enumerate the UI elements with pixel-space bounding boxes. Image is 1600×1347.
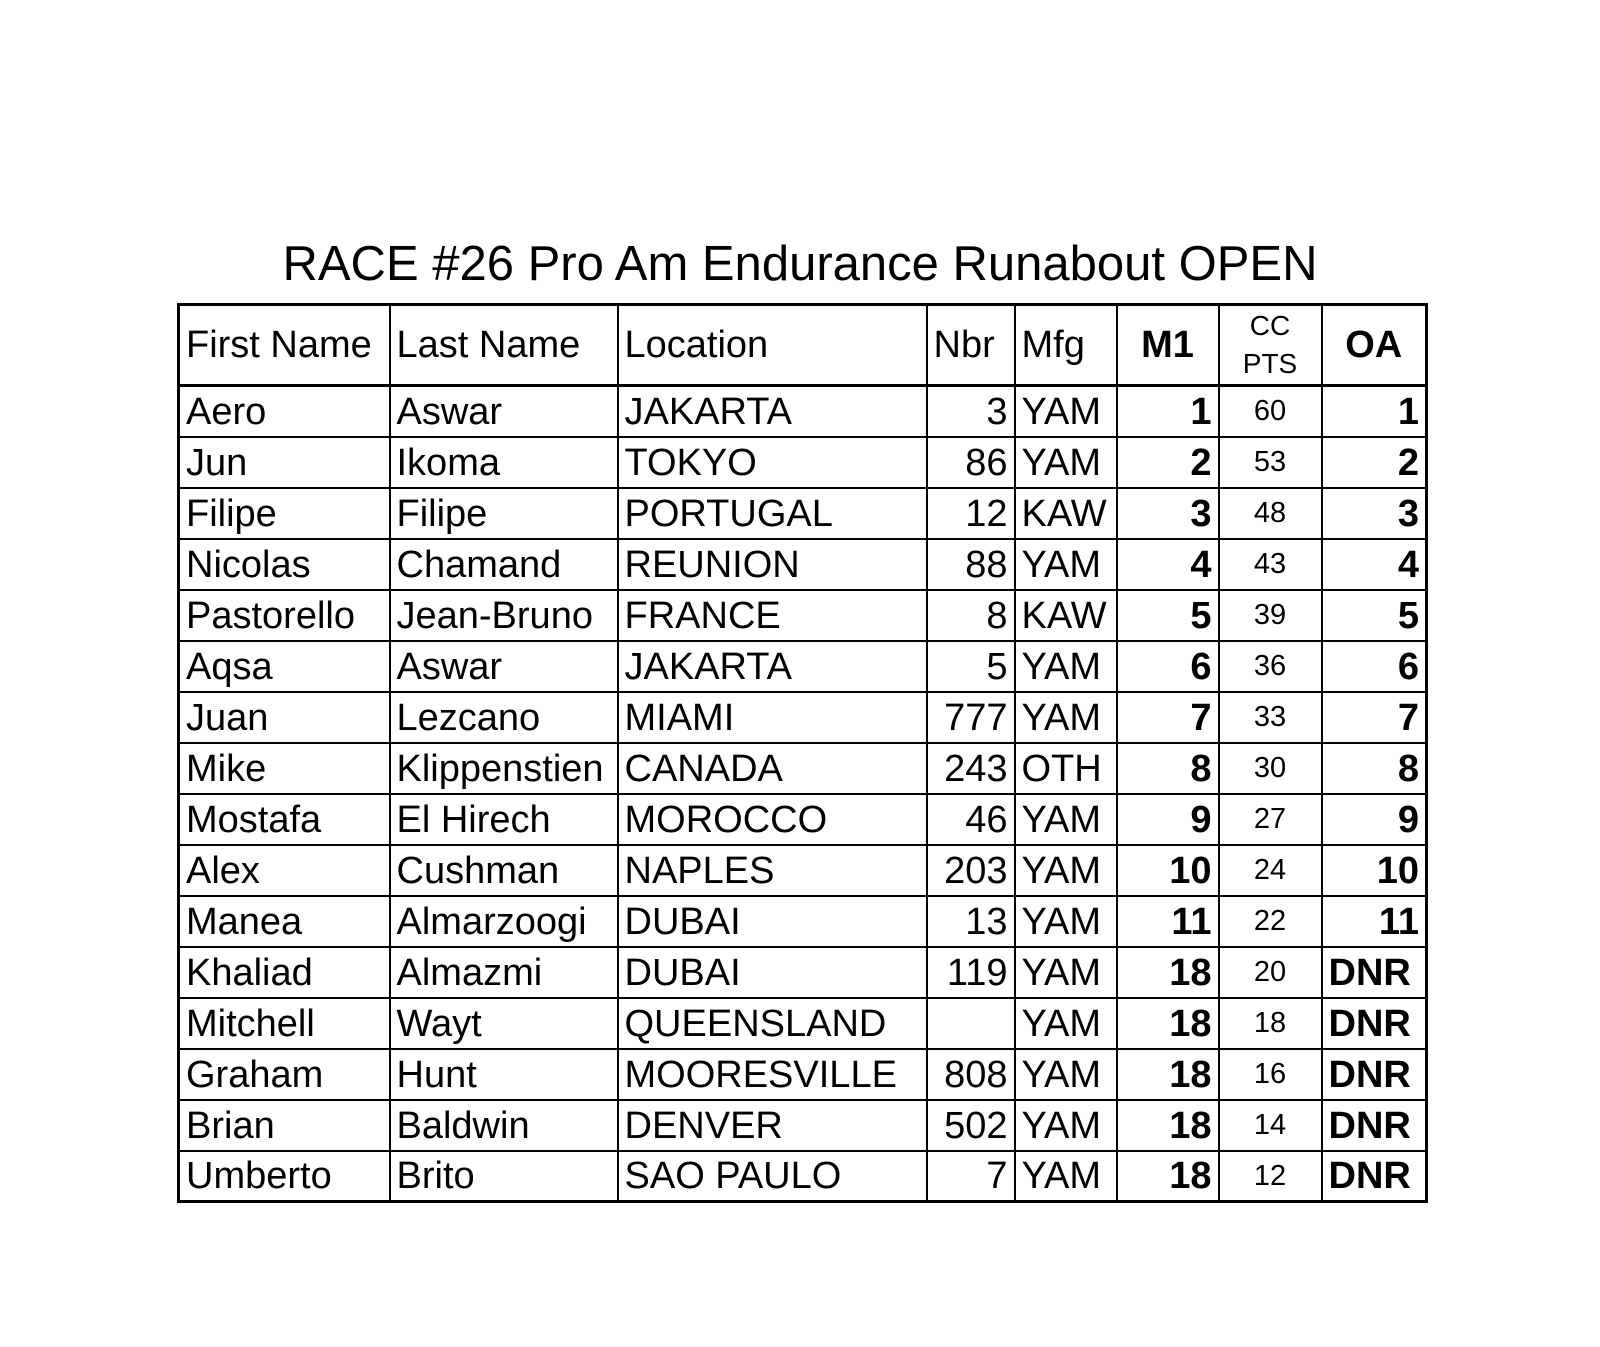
cell-location: CANADA (618, 743, 927, 794)
cell-m1: 8 (1117, 743, 1219, 794)
results-table (177, 303, 1428, 1203)
table-row (179, 794, 1427, 845)
cell-nbr: 12 (927, 488, 1015, 539)
cell-nbr: 13 (927, 896, 1015, 947)
cell-location: DUBAI (618, 947, 927, 998)
table-row (179, 947, 1427, 998)
cell-nbr: 5 (927, 641, 1015, 692)
cell-m1: 6 (1117, 641, 1219, 692)
cell-cc-pts: 22 (1219, 896, 1322, 947)
cell-oa: 6 (1322, 641, 1427, 692)
cell-mfg: YAM (1015, 437, 1117, 488)
cell-oa: 1 (1322, 386, 1427, 437)
cell-oa: 7 (1322, 692, 1427, 743)
cell-m1: 18 (1117, 1049, 1219, 1100)
cell-oa: 5 (1322, 590, 1427, 641)
table-row (179, 590, 1427, 641)
results-body (179, 386, 1427, 1202)
cell-nbr: 8 (927, 590, 1015, 641)
cell-cc-pts: 39 (1219, 590, 1322, 641)
cell-first-name: Nicolas (179, 539, 390, 590)
cell-first-name: Aero (179, 386, 390, 437)
header-cc-pts (1219, 305, 1322, 386)
cell-first-name: Juan (179, 692, 390, 743)
cell-mfg: YAM (1015, 1049, 1117, 1100)
cell-first-name: Umberto (179, 1151, 390, 1202)
cell-m1: 4 (1117, 539, 1219, 590)
cell-cc-pts: 24 (1219, 845, 1322, 896)
cell-last-name: El Hirech (390, 794, 618, 845)
cell-last-name: Cushman (390, 845, 618, 896)
cell-cc-pts: 30 (1219, 743, 1322, 794)
cell-cc-pts: 20 (1219, 947, 1322, 998)
cell-m1: 18 (1117, 947, 1219, 998)
cell-m1: 7 (1117, 692, 1219, 743)
cell-m1: 1 (1117, 386, 1219, 437)
header-mfg: Mfg (1015, 305, 1117, 386)
cell-m1: 9 (1117, 794, 1219, 845)
cell-last-name: Aswar (390, 641, 618, 692)
header-location: Location (618, 305, 927, 386)
cell-location: MOORESVILLE (618, 1049, 927, 1100)
cell-nbr: 86 (927, 437, 1015, 488)
cell-first-name: Aqsa (179, 641, 390, 692)
page-title: RACE #26 Pro Am Endurance Runabout OPEN (282, 237, 1318, 291)
cell-nbr: 502 (927, 1100, 1015, 1151)
cell-m1: 2 (1117, 437, 1219, 488)
cell-oa: DNR (1322, 1100, 1427, 1151)
cell-oa: DNR (1322, 1049, 1427, 1100)
cell-last-name: Almazmi (390, 947, 618, 998)
cell-location: JAKARTA (618, 641, 927, 692)
cell-cc-pts: 36 (1219, 641, 1322, 692)
cell-nbr: 46 (927, 794, 1015, 845)
cell-mfg: OTH (1015, 743, 1117, 794)
cell-last-name: Lezcano (390, 692, 618, 743)
cell-mfg: KAW (1015, 488, 1117, 539)
cell-first-name: Pastorello (179, 590, 390, 641)
cell-nbr: 7 (927, 1151, 1015, 1202)
header-oa: OA (1322, 305, 1427, 386)
cell-first-name: Graham (179, 1049, 390, 1100)
table-row (179, 743, 1427, 794)
cell-oa: 2 (1322, 437, 1427, 488)
cell-cc-pts: 48 (1219, 488, 1322, 539)
cell-last-name: Jean-Bruno (390, 590, 618, 641)
cell-m1: 3 (1117, 488, 1219, 539)
table-row (179, 539, 1427, 590)
header-nbr: Nbr (927, 305, 1015, 386)
table-row (179, 386, 1427, 437)
cell-nbr: 243 (927, 743, 1015, 794)
cell-last-name: Almarzoogi (390, 896, 618, 947)
cell-location: MOROCCO (618, 794, 927, 845)
table-row (179, 896, 1427, 947)
cell-location: DUBAI (618, 896, 927, 947)
cell-cc-pts: 18 (1219, 998, 1322, 1049)
cell-first-name: Jun (179, 437, 390, 488)
cell-cc-pts: 16 (1219, 1049, 1322, 1100)
cell-last-name: Klippenstien (390, 743, 618, 794)
cell-location: PORTUGAL (618, 488, 927, 539)
cell-nbr: 3 (927, 386, 1015, 437)
table-row (179, 845, 1427, 896)
cell-oa: DNR (1322, 998, 1427, 1049)
cell-nbr: 777 (927, 692, 1015, 743)
cell-cc-pts: 53 (1219, 437, 1322, 488)
table-row (179, 1049, 1427, 1100)
cell-nbr: 808 (927, 1049, 1015, 1100)
table-row (179, 641, 1427, 692)
cell-cc-pts: 33 (1219, 692, 1322, 743)
cell-mfg: YAM (1015, 539, 1117, 590)
cell-first-name: Mostafa (179, 794, 390, 845)
cell-m1: 5 (1117, 590, 1219, 641)
cell-first-name: Mitchell (179, 998, 390, 1049)
cell-m1: 18 (1117, 1151, 1219, 1202)
cell-location: SAO PAULO (618, 1151, 927, 1202)
header-row (179, 305, 1427, 386)
table-row (179, 1100, 1427, 1151)
table-row (179, 488, 1427, 539)
cell-cc-pts: 27 (1219, 794, 1322, 845)
table-row (179, 692, 1427, 743)
cell-last-name: Ikoma (390, 437, 618, 488)
table-row (179, 1151, 1427, 1202)
cell-first-name: Khaliad (179, 947, 390, 998)
cell-oa: 11 (1322, 896, 1427, 947)
cell-mfg: YAM (1015, 692, 1117, 743)
cell-nbr: 88 (927, 539, 1015, 590)
header-cc-line2: PTS (1242, 348, 1298, 379)
cell-location: TOKYO (618, 437, 927, 488)
cell-mfg: YAM (1015, 947, 1117, 998)
cell-last-name: Chamand (390, 539, 618, 590)
cell-m1: 18 (1117, 1100, 1219, 1151)
cell-cc-pts: 43 (1219, 539, 1322, 590)
cell-location: FRANCE (618, 590, 927, 641)
cell-first-name: Mike (179, 743, 390, 794)
cell-mfg: YAM (1015, 845, 1117, 896)
cell-last-name: Hunt (390, 1049, 618, 1100)
cell-location: DENVER (618, 1100, 927, 1151)
cell-first-name: Manea (179, 896, 390, 947)
cell-mfg: YAM (1015, 794, 1117, 845)
cell-oa: 8 (1322, 743, 1427, 794)
cell-nbr: 203 (927, 845, 1015, 896)
cell-m1: 11 (1117, 896, 1219, 947)
cell-mfg: YAM (1015, 896, 1117, 947)
cell-first-name: Alex (179, 845, 390, 896)
cell-location: REUNION (618, 539, 927, 590)
cell-nbr: 119 (927, 947, 1015, 998)
cell-cc-pts: 14 (1219, 1100, 1322, 1151)
header-first-name: First Name (179, 305, 390, 386)
cell-m1: 10 (1117, 845, 1219, 896)
cell-first-name: Brian (179, 1100, 390, 1151)
cell-mfg: KAW (1015, 590, 1117, 641)
cell-location: NAPLES (618, 845, 927, 896)
cell-mfg: YAM (1015, 641, 1117, 692)
cell-oa: DNR (1322, 947, 1427, 998)
cell-cc-pts: 60 (1219, 386, 1322, 437)
cell-first-name: Filipe (179, 488, 390, 539)
cell-cc-pts: 12 (1219, 1151, 1322, 1202)
cell-mfg: YAM (1015, 1100, 1117, 1151)
cell-nbr (927, 998, 1015, 1049)
cell-last-name: Brito (390, 1151, 618, 1202)
cell-oa: DNR (1322, 1151, 1427, 1202)
header-m1: M1 (1117, 305, 1219, 386)
cell-location: QUEENSLAND (618, 998, 927, 1049)
cell-last-name: Aswar (390, 386, 618, 437)
header-cc-line1: CC (1249, 310, 1291, 341)
cell-mfg: YAM (1015, 998, 1117, 1049)
cell-mfg: YAM (1015, 386, 1117, 437)
cell-m1: 18 (1117, 998, 1219, 1049)
cell-location: JAKARTA (618, 386, 927, 437)
cell-last-name: Wayt (390, 998, 618, 1049)
header-last-name: Last Name (390, 305, 618, 386)
cell-last-name: Baldwin (390, 1100, 618, 1151)
cell-oa: 4 (1322, 539, 1427, 590)
cell-oa: 9 (1322, 794, 1427, 845)
cell-mfg: YAM (1015, 1151, 1117, 1202)
table-row (179, 437, 1427, 488)
cell-oa: 3 (1322, 488, 1427, 539)
cell-oa: 10 (1322, 845, 1427, 896)
table-row (179, 998, 1427, 1049)
cell-last-name: Filipe (390, 488, 618, 539)
cell-location: MIAMI (618, 692, 927, 743)
